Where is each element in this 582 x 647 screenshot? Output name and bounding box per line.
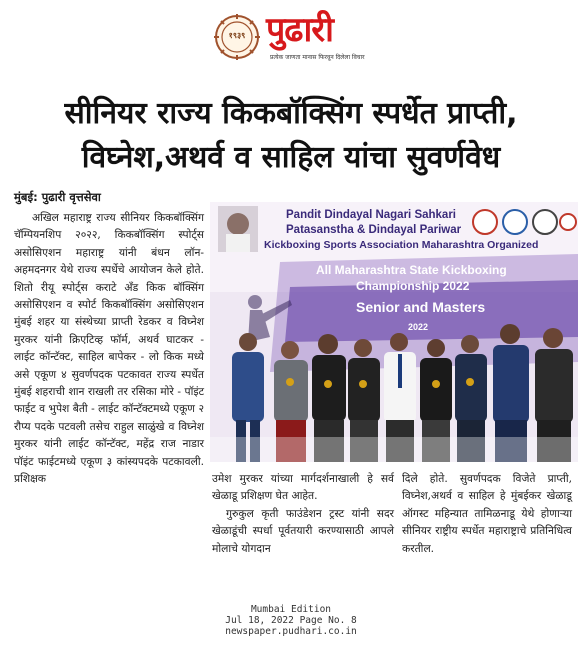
footer-date-page: Jul 18, 2022 Page No. 8 <box>225 615 357 626</box>
masthead <box>0 4 582 66</box>
footer-edition: Mumbai Edition <box>250 604 332 615</box>
article-column-3 <box>402 470 572 557</box>
event-line-2: Championship 2022 <box>356 279 470 293</box>
article-column-2 <box>212 470 394 557</box>
event-photo <box>210 202 578 462</box>
column-2-paragraph-1: उमेश मुरकर यांच्या मार्गदर्शनाखाली हे सर्व खेळाडू प्रशिक्षण घेत आहेत. <box>212 472 394 503</box>
page-footer <box>0 604 582 637</box>
article-column-1: अखिल महाराष्ट्र राज्य सीनियर किकबॉक्सिंग चॅम्पियनशिप २०२२, किकबॉक्सिंग स्पोर्ट्स असोसिएशन महाराष्ट्र यांनी बंधन लॉन- अहमदनगर येथे राज्य स्पर्धेचे आयोजन केले होते. शितो रीयू स्पोर्ट्स कराटे अँड किक बॉक्सिंग असोसिएशन व स्पोर्ट किकबॉक्सिंग असोसिएशन मुंबई शहर या संस्थेच्या प्राप्ती रेडकर व विघ्नेश मुरकर यांनी क्रिएटिव्ह फॉर्म, अथर्व घाटकर - लाईट कॉन्टॅक्ट, साहिल बापेकर - लो किक मध्ये असे एकूण ४ सुवर्णपदक पटकावत राज्य स्पर्धेत मुंबई शहराची शान राखली तर रसिका मोरे - पॉइंट फाईट व भुपेश बैती - लाईट कॉन्टॅक्टमध्ये एकूण २ रौप्य पदके पटवली तसेच राहुल साळुंखे व विघ्नेश मुरकर यांनी लाईट कॉन्टॅक्ट, महेंद्र राज नाडार पॉइंट फाईटमध्ये एकूण ३ कांस्यपदके पटकावली. प्रशिक्षक <box>14 211 204 486</box>
banner-line-3: Kickboxing Sports Association Maharashtra Organized <box>264 239 539 251</box>
column-2-paragraph-2: गुरुकुल कृती फाउंडेशन ट्रस्ट यांनी सदर खेळाडूंची स्पर्धा पूर्वतयारी करण्यासाठी आपले मोलाचे योगदान <box>212 506 394 555</box>
column-3-paragraph: दिले होते. सुवर्णपदक विजेते प्राप्ती, विघ्नेश,अथर्व व साहिल हे मुंबईकर खेळाडू ऑगस्ट महिन्यात तामिळनाडू येथे होणाऱ्या सीनियर राष्ट्रीय स्पर्धेत महाराष्ट्राचे प्रतिनिधित्व करतील. <box>402 472 572 555</box>
headline-line-1: सीनियर राज्य किकबॉक्सिंग स्पर्धेत प्राप्ती, <box>64 96 518 131</box>
article-byline: मुंबई: पुढारी वृत्तसेवा <box>14 190 101 204</box>
banner-line-1: Pandit Dindayal Nagari Sahkari <box>286 209 457 221</box>
masthead-tagline: प्रत्येक जाणता मानास फिरवून दिलेला विचार <box>270 54 365 61</box>
seal-number: १९३९ <box>228 31 246 40</box>
event-photo-illustration <box>210 202 578 462</box>
article-headline <box>0 92 582 180</box>
newspaper-logo[interactable]: पुढारी <box>266 10 333 50</box>
event-date: 2022 <box>408 322 429 332</box>
banner-line-2: Patasanstha & Dindayal Pariwar <box>286 224 462 236</box>
headline-line-2: विघ्नेश,अथर्व व साहिल यांचा सुवर्णवेध <box>81 140 501 175</box>
footer-site-link[interactable]: newspaper.pudhari.co.in <box>225 626 357 637</box>
event-line-3: Senior and Masters <box>356 299 486 315</box>
event-line-1: All Maharashtra State Kickboxing <box>316 263 507 277</box>
